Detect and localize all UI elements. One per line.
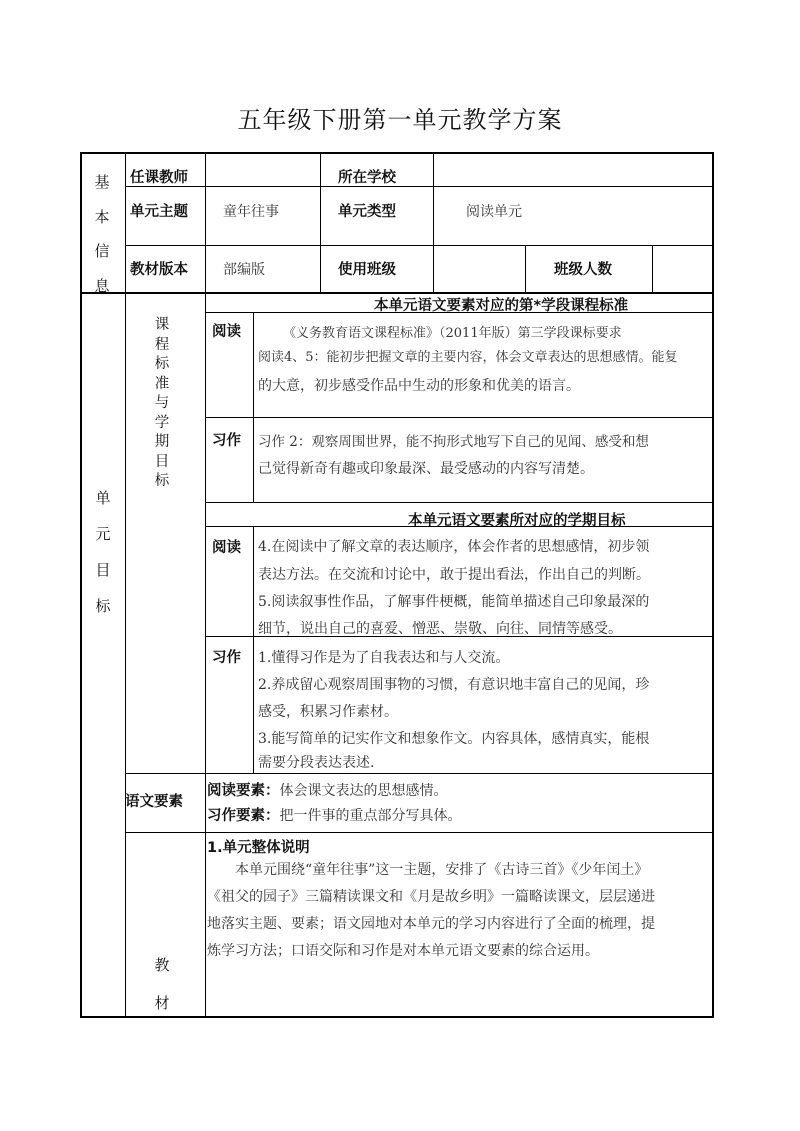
writing-std-line: 习作 2：观察周围世界，能不拘形式地写下自己的见闻、感受和想: [258, 434, 649, 450]
row-rule: [125, 773, 713, 774]
page-title: 五年级下册第一单元教学方案: [237, 106, 563, 134]
standard-header: 本单元语文要素对应的第*学段课程标准: [374, 298, 629, 314]
writing-term-line: 感受，积累习作素材。: [258, 704, 398, 720]
school-label: 所在学校: [338, 170, 396, 186]
count-label: 班级人数: [554, 262, 612, 278]
row-rule: [205, 417, 713, 418]
textbook-label: 教材: [154, 956, 170, 1012]
reading-term-label: 阅读: [212, 540, 241, 556]
textbook-description: [207, 858, 712, 968]
writing-element: [207, 806, 462, 826]
reading-term-line: 细节，说出自己的喜爱、憎恶、崇敬、向往、同情等感受。: [258, 621, 622, 637]
standards-label: 课程标准与学期目标: [154, 317, 170, 489]
basic-info-label: 基本信息: [94, 173, 110, 295]
writing-term-label: 习作: [212, 650, 241, 666]
table-border-left: [80, 152, 82, 1018]
reading-std-label: 阅读: [212, 324, 241, 340]
row-rule: [125, 832, 713, 833]
class-label: 使用班级: [338, 262, 396, 278]
reading-term-text: [255, 530, 712, 638]
theme-label: 单元主题: [130, 204, 188, 220]
reading-element-value: 体会课文表达的思想感情。: [279, 783, 448, 799]
edition-value: 部编版: [223, 262, 265, 278]
col-rule: [253, 526, 254, 773]
reading-term-line: 5.阅读叙事性作品，了解事件梗概，能简单描述自己印象最深的: [258, 594, 650, 610]
col-rule: [253, 312, 254, 502]
edition-label: 教材版本: [130, 262, 188, 278]
writing-std-line: 己觉得新奇有趣或印象最深、最受感动的内容写清楚。: [258, 461, 594, 477]
writing-element-label: 习作要素：: [207, 808, 280, 824]
col-rule: [652, 245, 653, 292]
textbook-line: 地落实主题、要素；语文园地对本单元的学习内容进行了全面的梳理，提: [207, 916, 655, 932]
reading-element-label: 阅读要素：: [207, 783, 280, 799]
writing-term-line: 2.养成留心观察周围事物的习惯，有意识地丰富自己的见闻，珍: [258, 677, 650, 693]
reading-term-line: 4.在阅读中了解文章的表达顺序，体会作者的思想感情，初步领: [258, 539, 650, 555]
writing-term-line: 1.懂得习作是为了自我表达和与人交流。: [258, 650, 510, 666]
row-rule: [205, 502, 713, 503]
row-rule: [125, 245, 713, 246]
reading-term-line: 表达方法。在交流和讨论中，敢于提出看法，作出自己的判断。: [258, 567, 650, 583]
type-label: 单元类型: [338, 204, 396, 220]
textbook-line: 《祖父的园子》三篇精读课文和《月是故乡明》一篇略读课文，层层递进: [207, 889, 655, 905]
col-rule: [433, 152, 434, 292]
textbook-heading: 1.单元整体说明: [207, 840, 310, 856]
textbook-line: 本单元围绕“童年往事”这一主题，安排了《古诗三首》《少年闰土》: [235, 862, 649, 878]
term-header: 本单元语文要素所对应的学期目标: [408, 513, 626, 529]
writing-element-value: 把一件事的重点部分写具体。: [279, 808, 462, 824]
writing-std-label: 习作: [212, 433, 241, 449]
reading-std-line: 《义务教育语文课程标准》（2011年版）第三学段课标要求: [283, 326, 622, 341]
theme-value: 童年往事: [223, 204, 279, 220]
section-rule: [80, 292, 713, 294]
textbook-line: 炼学习方法；口语交际和习作是对本单元语文要素的综合运用。: [207, 943, 599, 959]
writing-term-line: 3.能写简单的记实作文和想象作文。内容具体，感情真实，能根: [258, 731, 650, 747]
reading-std-line: 的大意，初步感受作品中生动的形象和优美的语言。: [258, 378, 580, 394]
writing-standard-text: [255, 425, 712, 499]
reading-element: [207, 781, 448, 801]
reading-standard-text: [255, 318, 712, 408]
writing-term-line: 需要分段表达表述.: [258, 755, 375, 771]
table-border-top: [80, 152, 713, 154]
table-border-bottom: [80, 1016, 713, 1018]
unit-goals-label: 单元目标: [95, 489, 111, 615]
writing-term-text: [255, 640, 712, 772]
col-rule: [525, 245, 526, 292]
teacher-label: 任课教师: [130, 170, 188, 186]
col-rule: [205, 152, 206, 1016]
table-border-right: [712, 152, 714, 1018]
col-rule: [125, 152, 126, 1016]
elements-label: 语文要素: [125, 794, 183, 810]
col-rule: [320, 152, 321, 292]
type-value: 阅读单元: [466, 204, 522, 220]
row-rule: [125, 186, 713, 187]
reading-std-line: 阅读4、5：能初步把握文章的主要内容，体会文章表达的思想感情。能复: [258, 350, 678, 365]
